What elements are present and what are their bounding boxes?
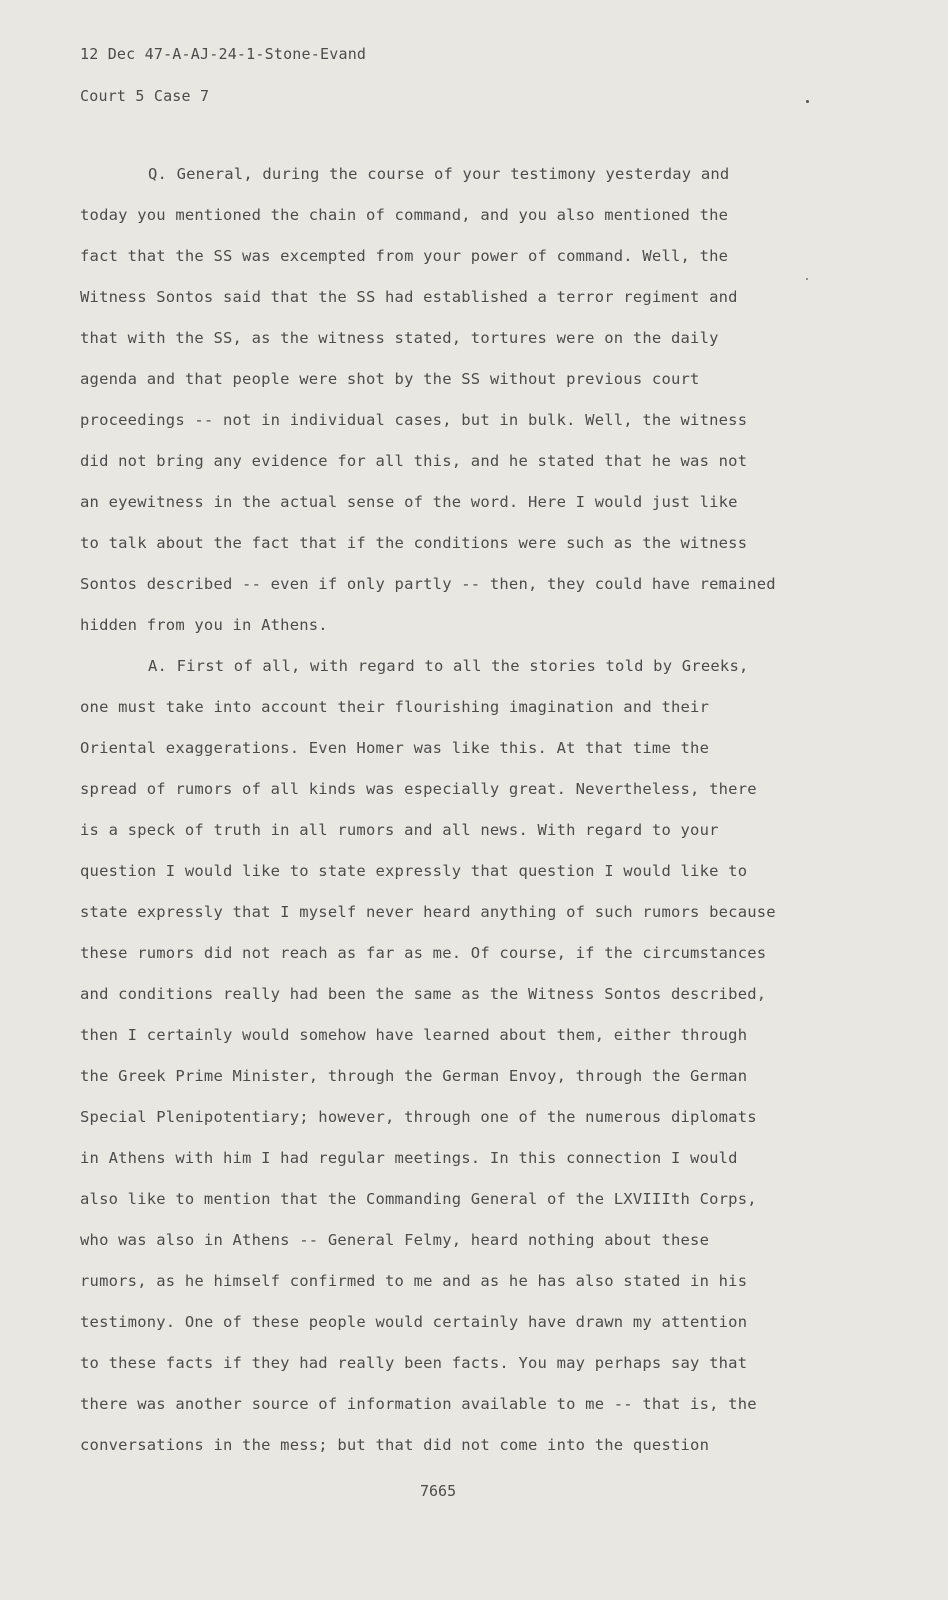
page-number: 7665: [420, 1482, 457, 1500]
body-line: one must take into account their flourishing imagination and their: [80, 698, 710, 716]
body-line: who was also in Athens -- General Felmy, heard nothing about these: [80, 1231, 710, 1249]
body-line: and conditions really had been the same as the Witness Sontos described,: [80, 985, 767, 1003]
header-court-case: Court 5 Case 7: [80, 87, 210, 105]
body-line: proceedings -- not in individual cases, but in bulk. Well, the witness: [80, 411, 748, 429]
body-line: also like to mention that the Commanding General of the LXVIIIth Corps,: [80, 1190, 757, 1208]
body-line: A. First of all, with regard to all the stories told by Greeks,: [148, 657, 749, 675]
body-line: today you mentioned the chain of command, and you also mentioned the: [80, 206, 729, 224]
body-line: that with the SS, as the witness stated, tortures were on the daily: [80, 329, 719, 347]
body-line: to talk about the fact that if the conditions were such as the witness: [80, 534, 748, 552]
body-line: did not bring any evidence for all this, and he stated that he was not: [80, 452, 748, 470]
body-line: these rumors did not reach as far as me. Of course, if the circumstances: [80, 944, 767, 962]
body-line: Special Plenipotentiary; however, through one of the numerous diplomats: [80, 1108, 757, 1126]
body-line: Oriental exaggerations. Even Homer was like this. At that time the: [80, 739, 710, 757]
body-line: Sontos described -- even if only partly -- then, they could have remained: [80, 575, 776, 593]
body-line: Witness Sontos said that the SS had established a terror regiment and: [80, 288, 738, 306]
body-line: question I would like to state expressly that question I would like to: [80, 862, 748, 880]
paper-speck: [806, 278, 808, 280]
body-line: fact that the SS was excempted from your power of command. Well, the: [80, 247, 729, 265]
body-line: state expressly that I myself never heard anything of such rumors because: [80, 903, 776, 921]
header-case-reference: 12 Dec 47-A-AJ-24-1-Stone-Evand: [80, 45, 367, 63]
body-line: an eyewitness in the actual sense of the word. Here I would just like: [80, 493, 738, 511]
body-line: to these facts if they had really been facts. You may perhaps say that: [80, 1354, 748, 1372]
body-line: there was another source of information available to me -- that is, the: [80, 1395, 757, 1413]
body-line: testimony. One of these people would certainly have drawn my attention: [80, 1313, 748, 1331]
body-line: spread of rumors of all kinds was especially great. Nevertheless, there: [80, 780, 757, 798]
paper-speck: [806, 100, 809, 103]
body-line: hidden from you in Athens.: [80, 616, 328, 634]
body-line: in Athens with him I had regular meetings. In this connection I would: [80, 1149, 738, 1167]
body-line: rumors, as he himself confirmed to me and as he has also stated in his: [80, 1272, 748, 1290]
body-line: the Greek Prime Minister, through the German Envoy, through the German: [80, 1067, 748, 1085]
body-line: is a speck of truth in all rumors and all news. With regard to your: [80, 821, 719, 839]
body-line: agenda and that people were shot by the SS without previous court: [80, 370, 700, 388]
body-line: then I certainly would somehow have learned about them, either through: [80, 1026, 748, 1044]
body-line: conversations in the mess; but that did not come into the question: [80, 1436, 710, 1454]
body-line: Q. General, during the course of your testimony yesterday and: [148, 165, 730, 183]
